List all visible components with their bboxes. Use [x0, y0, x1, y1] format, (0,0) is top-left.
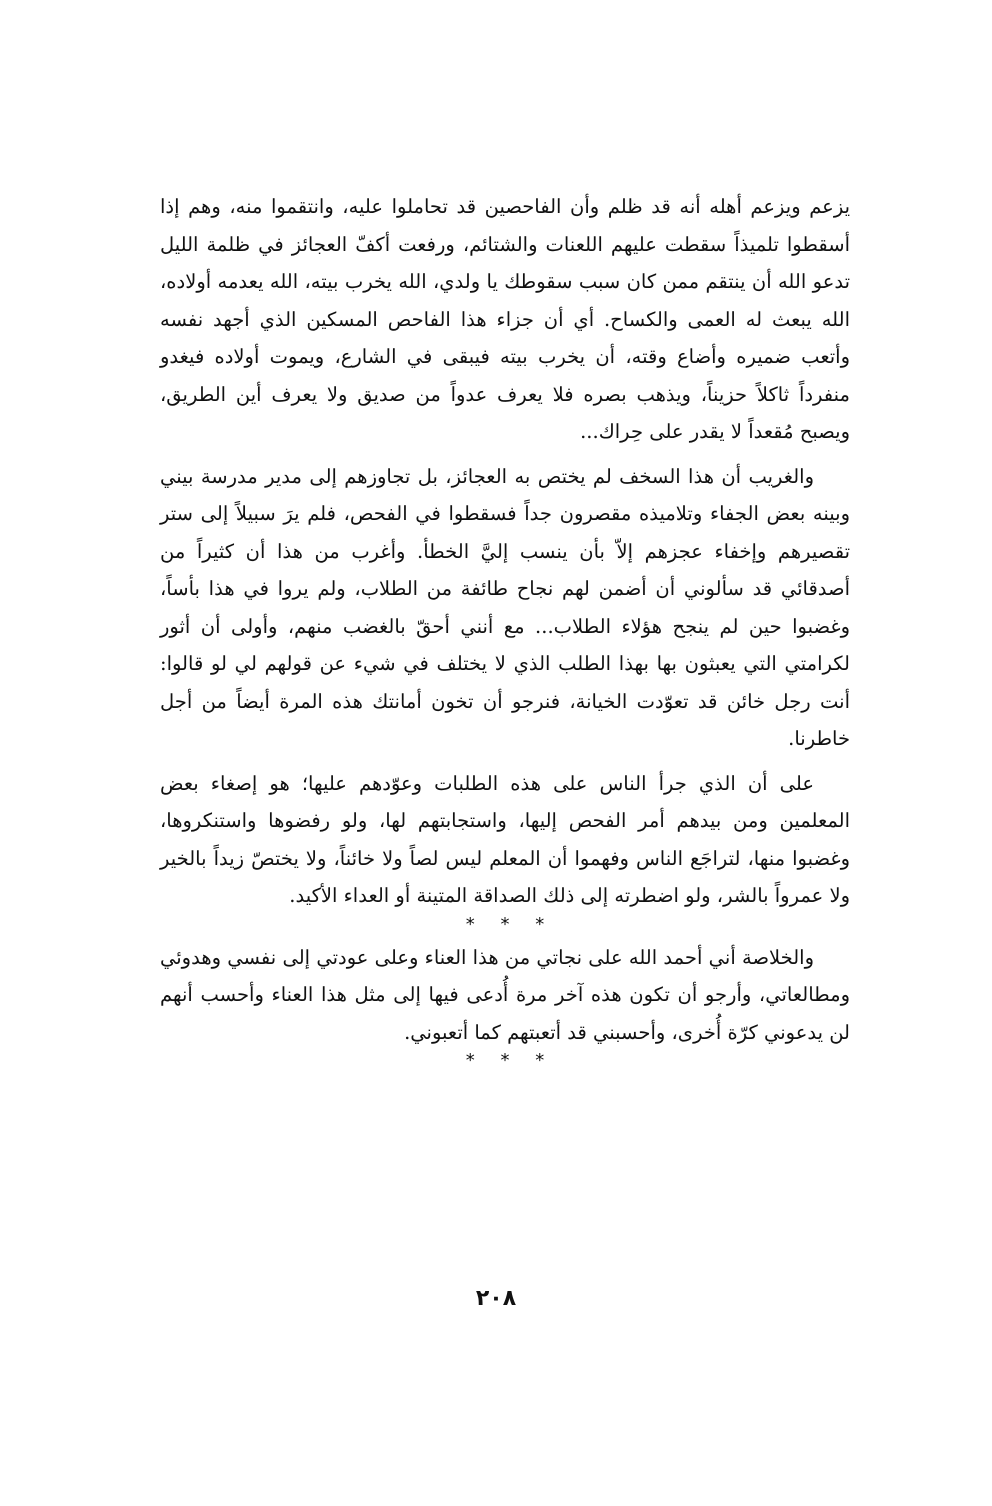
paragraph-school-director: والغريب أن هذا السخف لم يختص به العجائز، بل تجاوزهم إلى مدير مدرسة بيني وبينه بعض الجفاء وتلاميذه مقصرون جداً فسقطوا في الفحص، فلم يرَ سبيلاً إلى ستر تقصيرهم وإخفاء عجزهم إلاّ بأن ينسب إليَّ الخطأ. وأغرب من هذا أن كثيراً من أصدقائي قد سألوني أن أضمن لهم نجاح طائفة من الطلاب، ولم يروا في هذا بأساً، وغضبوا حين لم ينجح هؤلاء الطلاب... مع أنني أحقّ بالغضب منهم، وأولى أن أثور لكرامتي التي يعبثون بها بهذا الطلب الذي لا يختلف في شيء عن قولهم لي لو قالوا: أنت رجل خائن قد تعوّدت الخيانة، فنرجو أن تخون أمانتك هذه المرة أيضاً من أجل خاطرنا. [160, 464, 850, 750]
paragraph-continuation: يزعم ويزعم أهله أنه قد ظلم وأن الفاحصين قد تحاملوا عليه، وانتقموا منه، وهم إذا أسقطوا تلميذاً سقطت عليهم اللعنات والشتائم، ورفعت أكفّ العجائز في ظلمة الليل تدعو الله أن ينتقم ممن كان سبب سقوطك يا ولدي، الله يخرب بيته، الله يعدمه أولاده، الله يبعث له العمى والكساح. أي أن جزاء هذا الفاحص المسكين الذي أجهد نفسه وأتعب ضميره وأضاع وقته، أن يخرب بيته فيبقى في الشارع، ويموت أولاده فيغدو منفرداً ثاكلاً حزيناً، ويذهب بصره فلا يعرف عدواً من صديق ولا يعرف أين الطريق، ويصبح مُقعداً لا يقدر على حِراك... [160, 195, 850, 443]
paragraph-conclusion: والخلاصة أني أحمد الله على نجاتي من هذا العناء وعلى عودتي إلى نفسي وهدوئي ومطالعاتي، وأرجو أن تكون هذه آخر مرة أُدعى فيها إلى مثل هذا العناء وأحسب أنهم لن يدعوني كرّة أُخرى، وأحسبني قد أتعبتهم كما أتعبوني. [160, 945, 850, 1044]
section-separator-end: * * * [465, 1050, 555, 1071]
paragraph-teachers-requests: على أن الذي جرأ الناس على هذه الطلبات وعوّدهم عليها؛ هو إصغاء بعض المعلمين ومن بيدهم أمر الفحص إليها، واستجابتهم لها، ولو رفضوها واستنكروها، وغضبوا منها، لتراجَع الناس وفهموا أن المعلم ليس لصاً ولا خائناً، ولا يختصّ زيداً بالخير ولا عمرواً بالشر، ولو اضطرته إلى ذلك الصداقة المتينة أو العداء الأكيد. [160, 771, 850, 907]
section-separator: * * * [465, 913, 555, 935]
body-text [160, 188, 850, 1075]
page-number: ٢٠٨ [475, 1286, 517, 1311]
